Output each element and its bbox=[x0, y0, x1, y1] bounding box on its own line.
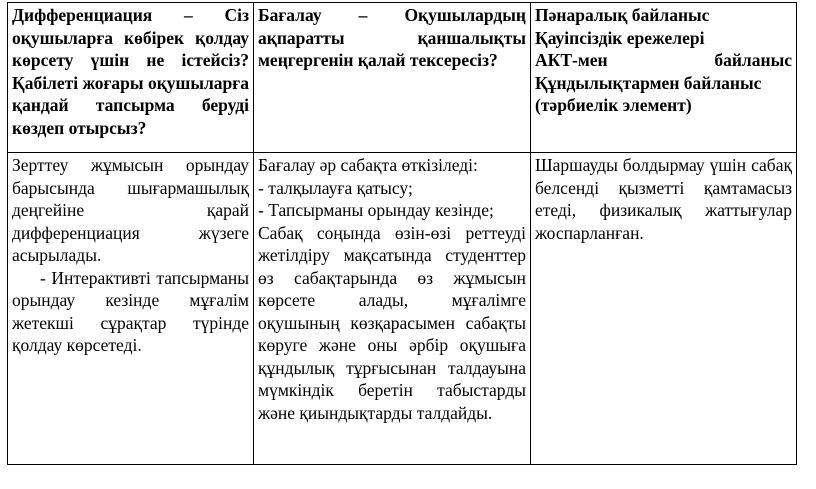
header-ict-link: АКТ-мен байланыс bbox=[535, 50, 792, 70]
differentiation-paragraph-1: Зерттеу жұмысын орындау барысында шығармашылық деңгейіне қарай дифференциация жүзеге асырылады. bbox=[12, 155, 249, 265]
cell-assessment bbox=[254, 153, 531, 465]
cross-curricular-text: Шаршауды болдырмау үшін сабақ белсенді қызметті қамтамасыз етеді, физикалық жаттығулар жоспарланған. bbox=[535, 155, 792, 243]
header-interdisciplinary-link: Пәнаралық байланыс bbox=[535, 5, 710, 25]
assessment-line-1: Бағалау әр сабақта өткізіледі: bbox=[258, 155, 478, 175]
header-assessment-text: Бағалау – Оқушылардың ақпаратты қаншалықты меңгергенін қалай тексересіз? bbox=[258, 5, 526, 70]
assessment-line-2: - талқылауға қатысу; bbox=[258, 177, 413, 198]
header-assessment bbox=[254, 3, 531, 153]
cell-cross-curricular bbox=[531, 153, 797, 465]
assessment-line-3: - Тапсырманы орындау кезінде; bbox=[258, 200, 494, 220]
header-safety-rules: Қауіпсіздік ережелері bbox=[535, 27, 705, 48]
cell-differentiation bbox=[8, 153, 254, 465]
table-body-row bbox=[8, 153, 797, 465]
assessment-paragraph: Сабақ соңында өзін-өзі реттеуді жетілдіру мақсатында студенттер өз сабақтарында өз жұмысын көрсете алады, мұғалімге оқушының көзқарасымен сабақты көруге және оны әрбір оқушыға құндылық тұрғысынан талдауына мүмкіндік беретін табыстарды және қиындықтарды талдайды. bbox=[258, 222, 526, 423]
header-values-link: Құндылықтармен байланыс (тәрбиелік элемент) bbox=[535, 72, 762, 115]
header-differentiation bbox=[8, 3, 254, 153]
differentiation-paragraph-2: - Интерактивті тапсырманы орындау кезінде мұғалім жетекші сұрақтар түрінде қолдау көрсетеді. bbox=[12, 267, 249, 355]
lesson-plan-table bbox=[7, 2, 797, 465]
table-header-row bbox=[8, 3, 797, 153]
header-differentiation-text: Дифференциация – Сіз оқушыларға көбірек қолдау көрсету үшін не істейсіз? Қабілеті жоғары оқушыларға қандай тапсырма беруді көздеп отырсыз? bbox=[12, 5, 249, 138]
header-cross-curricular bbox=[531, 3, 797, 153]
